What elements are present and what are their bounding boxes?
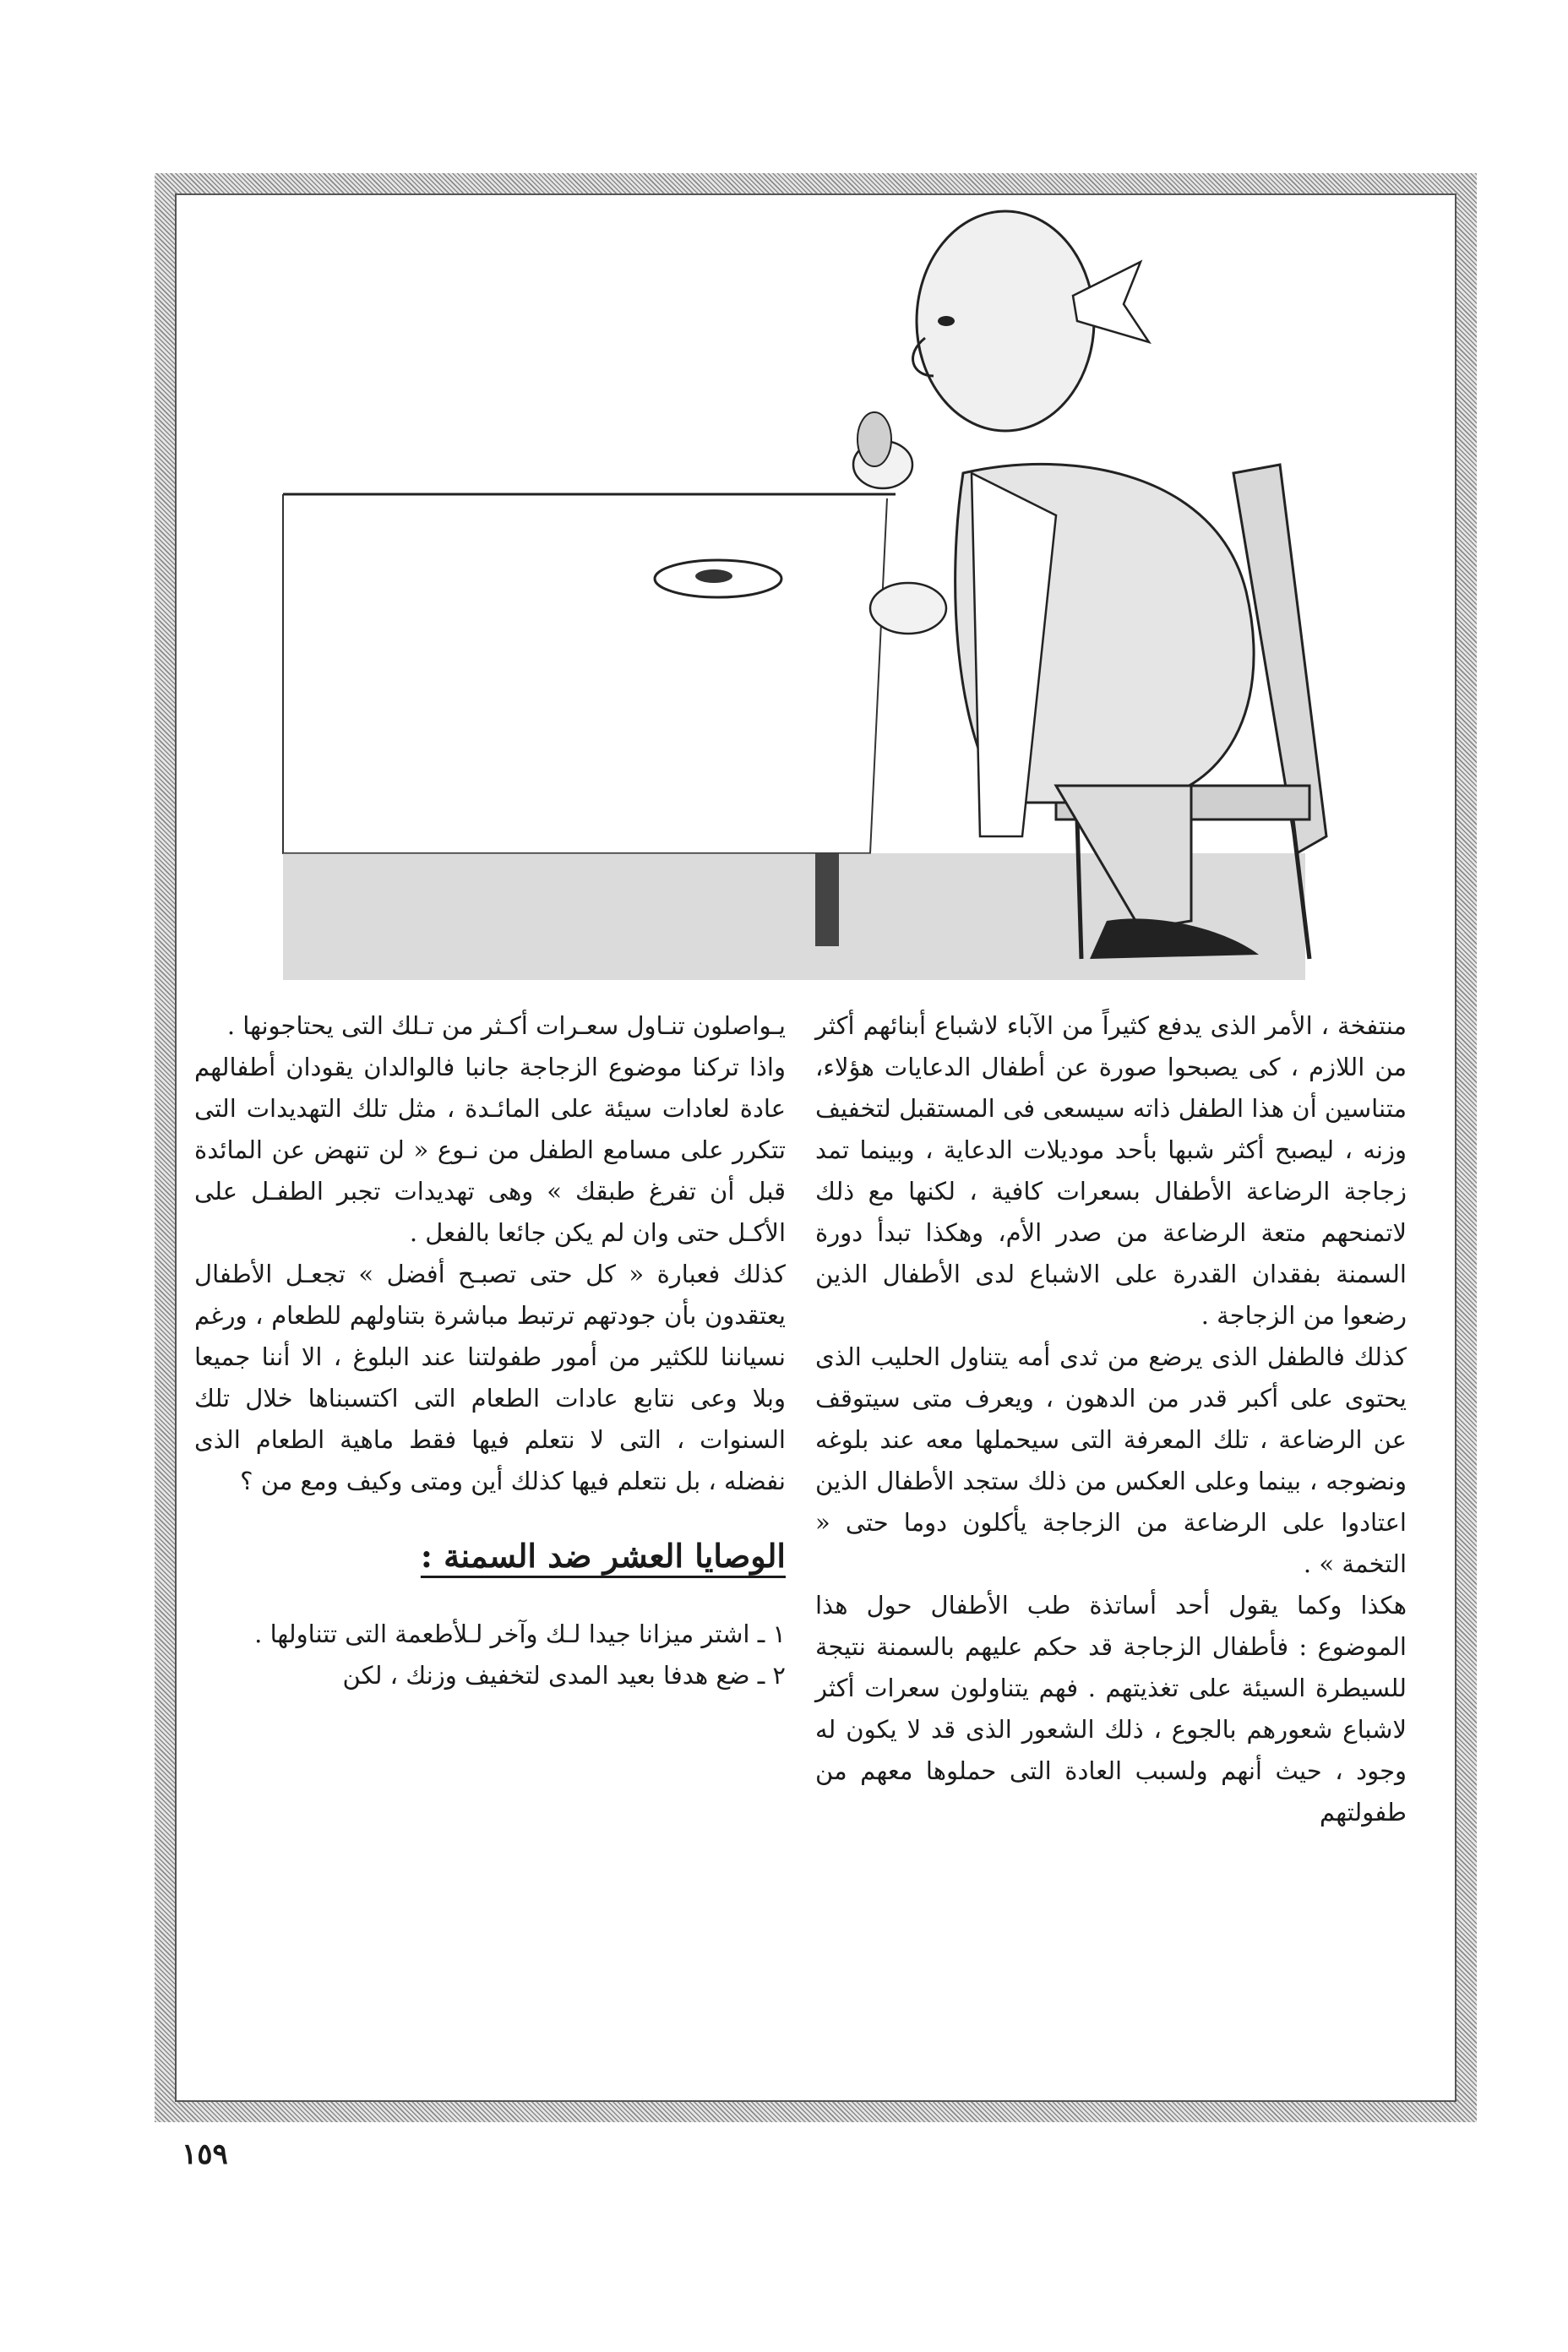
paragraph: كذلك فعبارة « كل حتى تصبـح أفضل » تجعـل الأطفال يعتقدون بأن جودتهم ترتبط مباشرة بتناولهم للطعام ، ورغم نسياننا للكثير من أمور طفولتنا عند البلوغ ، الا أننا جميعا وبلا وعى نتابع عادات الطعام التى اكتسبناها خلال تلك السنوات ، التى لا نتعلم فيها فقط ماهية الطعام الذى نفضله ، بل نتعلم فيها كذلك أين ومتى وكيف ومع من ؟ xyxy=(194,1260,786,1495)
food-crumb xyxy=(695,569,732,583)
left-hand xyxy=(870,583,946,634)
tablecloth xyxy=(283,494,887,853)
list-item: ٢ ـ ضع هدفا بعيد المدى لتخفيف وزنك ، لكن xyxy=(342,1661,786,1690)
cartoon-illustration xyxy=(245,194,1369,980)
paragraph: يـواصلون تنـاول سعـرات أكـثر من تـلك التى يحتاجونها . xyxy=(226,1011,786,1040)
paragraph: منتفخة ، الأمر الذى يدفع كثيراً من الآباء لاشباع أبنائهم أكثر من اللازم ، كى يصبحوا صورة عن أطفال الدعايات هؤلاء، متناسين أن هذا الطفل ذاته سيسعى فى المستقبل لتخفيف وزنه ، ليصبح أكثر شبها بأحد موديلات الدعاية ، وبينما تمد زجاجة الرضاعة الأطفال بسعرات كافية ، لكنها مع ذلك لاتمنحهم متعة الرضاعة من صدر الأم، وهكذا تبدأ دورة السمنة بفقدان القدرة على الاشباع لدى الأطفال الذين رضعوا من الزجاجة . xyxy=(815,1011,1407,1330)
biscuit xyxy=(858,412,891,466)
table-leg xyxy=(815,853,839,946)
paragraph: هكذا وكما يقول أحد أساتذة طب الأطفال حول هذا الموضوع : فأطفال الزجاجة قد حكم عليهم بالسمنة نتيجة للسيطرة السيئة على تغذيتهم . فهم يتناولون سعرات أكثر لاشباع شعورهم بالجوع ، ذلك الشعور الذى قد لا يكون له وجود ، حيث أنهم ولسبب العادة التى حملوها معهم من طفولتهم xyxy=(815,1591,1407,1827)
paragraph: كذلك فالطفل الذى يرضع من ثدى أمه يتناول الحليب الذى يحتوى على أكبر قدر من الدهون ، ويعرف متى سيتوقف عن الرضاعة ، تلك المعرفة التى سيحملها معه عند بلوغه ونضوجه ، بينما وعلى العكس من ذلك ستجد الأطفال الذين اعتادوا على الرضاعة من الزجاجة يأكلون دوما حتى « التخمة » . xyxy=(815,1342,1407,1578)
paragraph: واذا تركنا موضوع الزجاجة جانبا فالوالدان يقودان أطفالهم عادة لعادات سيئة على المائـدة ، مثل تلك التهديدات التى تتكرر على مسامع الطفل من نـوع « لن تنهض عن المائدة قبل أن تفرغ طبقك » وهى تهديدات تجبر الطفـل على الأكـل حتى وان لم يكن جائعا بالفعل . xyxy=(194,1053,786,1247)
section-heading: الوصايا العشر ضد السمنة : xyxy=(420,1537,786,1575)
eye xyxy=(938,316,955,326)
cartoon-svg xyxy=(245,194,1369,980)
page-number: ١٥٩ xyxy=(182,2137,228,2171)
right-text-column xyxy=(815,1005,1407,1833)
left-text-column xyxy=(194,1005,786,1696)
list-item: ١ ـ اشتر ميزانا جيدا لـك وآخر لـلأطعمة التى تتناولها . xyxy=(254,1620,786,1648)
